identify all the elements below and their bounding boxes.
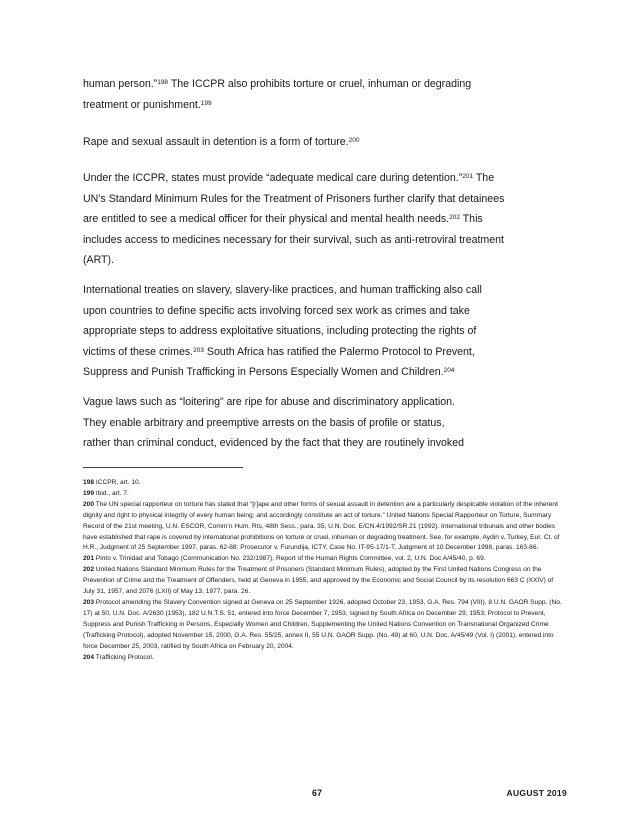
paragraph xyxy=(83,280,569,383)
page-number: 67 xyxy=(312,788,323,798)
footnote-ref[interactable]: 203 xyxy=(193,346,204,354)
text-line: upon countries to define specific acts involving forced sex work as crimes and take xyxy=(83,304,470,317)
footnote-number: 202 xyxy=(83,566,95,574)
footnote-ref[interactable]: 199 xyxy=(200,99,212,107)
footnote: 200 The UN special rapporteur on torture has stated that “[r]ape and other forms of sexual assault in detention are a particularly despicable violation of the inherent dignity and right to physical integrity of every human being; and accordingly constitute an act of torture.” United Nations Special Rapporteur on Torture, Summary Record of the 21st meeting, U.N. ESCOR, Comm’n Hum. Rts, 48th Sess., para. 35, U.N. Doc. E/CN.4/1992/SR.21 (1992). International tribunals and other bodies have established that rape is covered by international prohibitions on torture or cruel, inhuman or degrading treatment. See, for example, Aydin v. Turkey, Eur. Ct. of H.R., Judgment of 25 September 1997, paras. 62-88; Prosecutor v. Furundija, ICTY, Case No. IT-95-17/1-T, Judgment of 10 December 1998, paras. 163-86. xyxy=(83,500,560,552)
footer-date: AUGUST 2019 xyxy=(506,788,567,798)
footnote-ref[interactable]: 204 xyxy=(443,367,455,374)
footnote: 204 Trafficking Protocol. xyxy=(83,653,154,661)
text-line: victims of these crimes.$^{203}$ South Africa has ratified the Palermo Protocol to Prevent, xyxy=(83,345,475,358)
text-line: International treaties on slavery, slavery-like practices, and human trafficking also call xyxy=(83,284,482,296)
footnote: 198 ICCPR, art. 10. xyxy=(83,479,141,486)
paragraph xyxy=(83,392,569,454)
footnote-ref[interactable]: 200 xyxy=(348,137,360,144)
footnote: 201 Pinto v. Trinidad and Tobago (Communication No. 232/1987), Report of the Human Rights Committee, vol. 2, U.N. Doc A/45/40, p. 69. xyxy=(83,555,486,563)
text-line: Under the ICCPR, states must provide “adequate medical care during detention.”$^{201}$ The xyxy=(83,172,495,184)
paragraph xyxy=(83,132,569,153)
text-line: rather than criminal conduct, evidenced by the fact that they are routinely invoked xyxy=(83,437,465,449)
footnotes xyxy=(83,478,563,663)
text-line: Suppress and Punish Trafficking in Persons Especially Women and Children.$^{204}$ xyxy=(83,366,455,378)
footnote-divider xyxy=(83,467,243,468)
paragraph xyxy=(83,168,569,271)
footnote: 203 Protocol amending the Slavery Convention signed at Geneva on 25 September 1926, adopted October 23, 1953, G.A. Res. 794 (VIII), 8 U.N. GAOR Supp. (No. 17) at 50, U.N. Doc. A/2630 (1953), 182 U.N.T.S. 51, entered into force December 7, 1953, signed by South Africa on December 29, 1953; Protocol to Prevent, Suppress and Punish Trafficking in Persons, Especially Women and Children, Supplementing the United Nations Convention on Transnational Organized Crime (Trafficking Protocol), adopted November 15, 2000, G.A. Res. 55/25, annex II, 55 U.N. GAOR Supp. (No. 49) at 60, U.N. Doc. A/45/49 (Vol. I) (2001), entered into force December 25, 2003, ratified by South Africa on February 20, 2004. xyxy=(83,598,562,650)
paragraph xyxy=(83,74,569,115)
text-line: Vague laws such as “loitering” are ripe for abuse and discriminatory application. xyxy=(83,396,455,408)
text-line: appropriate steps to address exploitative situations, including protecting the rights of xyxy=(83,325,477,337)
text-line: Rape and sexual assault in detention is a form of torture.$^{200}$ xyxy=(83,136,360,148)
footnote-number: 204 xyxy=(83,653,95,661)
footnote: 199 Ibid., art. 7. xyxy=(83,489,129,497)
text-line: (ART). xyxy=(83,254,114,266)
text-line: They enable arbitrary and preemptive arrests on the basis of profile or status, xyxy=(83,416,445,429)
footnote-ref[interactable]: 198 xyxy=(157,79,169,86)
footnote-number: 199 xyxy=(83,489,95,497)
text-line: human person.”$^{198}$ The ICCPR also prohibits torture or cruel, inhuman or degrading xyxy=(83,78,472,90)
text-line: UN’s Standard Minimum Rules for the Treatment of Prisoners further clarify that detainees xyxy=(83,192,505,205)
footnote-ref[interactable]: 202 xyxy=(449,214,460,221)
text-line: treatment or punishment.$^{199}$ xyxy=(83,98,212,111)
footnote-number: 200 xyxy=(83,500,95,508)
footnote-number: 203 xyxy=(83,598,95,606)
footnote: 202 United Nations Standard Minimum Rules for the Treatment of Prisoners (Standard Minimum Rules), adopted by the First United Nations Congress on the Prevention of Crime and the Treatment of Offenders, held at Geneva in 1955, and approved by the Economic and Social Council by its resolution 663 C (XXIV) of July 31, 1957, and 2076 (LXII) of May 13, 1977, para. 26. xyxy=(83,566,554,596)
footnote-number: 201 xyxy=(83,555,95,563)
text-line: are entitled to see a medical officer for their physical and mental health needs.$^{202}$ This xyxy=(83,213,483,225)
text-line: includes access to medicines necessary for their survival, such as anti-retroviral treatment xyxy=(83,233,504,246)
footnote-ref[interactable]: 201 xyxy=(462,173,474,180)
footnote-number: 198 xyxy=(83,479,95,486)
